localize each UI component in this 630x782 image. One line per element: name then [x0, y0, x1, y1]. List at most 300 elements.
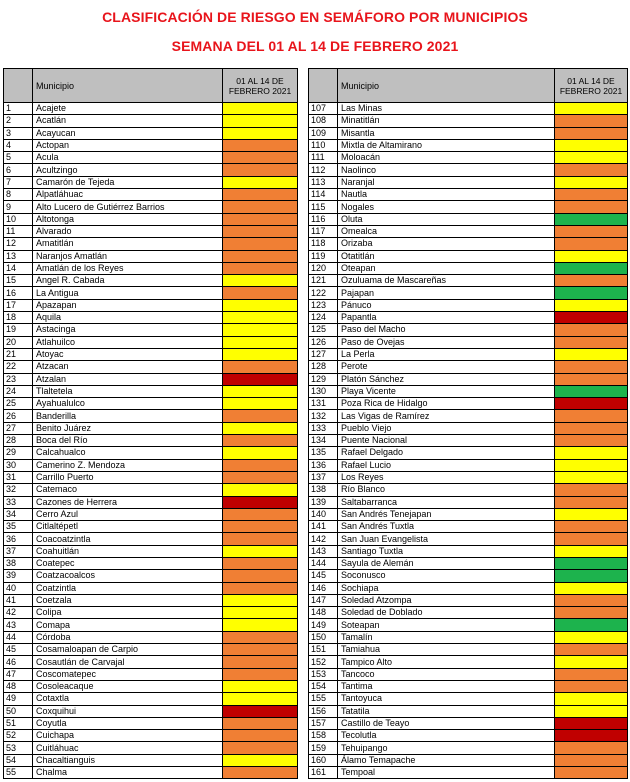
row-number: 117 [309, 225, 338, 237]
municipality-name: Soteapan [338, 619, 555, 631]
municipality-name: Soconusco [338, 570, 555, 582]
row-number: 10 [4, 213, 33, 225]
row-number: 12 [4, 238, 33, 250]
row-number: 153 [309, 668, 338, 680]
municipality-name: Chalma [33, 767, 223, 779]
row-number: 45 [4, 644, 33, 656]
table-row [4, 484, 298, 496]
row-number: 131 [309, 398, 338, 410]
row-number: 120 [309, 262, 338, 274]
municipality-name: Pueblo Viejo [338, 422, 555, 434]
table-row [309, 435, 628, 447]
table-row [4, 201, 298, 213]
table-row [4, 705, 298, 717]
row-number: 148 [309, 607, 338, 619]
risk-color-cell [223, 385, 298, 397]
row-number: 4 [4, 139, 33, 151]
table-row [309, 742, 628, 754]
table-row [309, 275, 628, 287]
table-row [309, 471, 628, 483]
risk-color-cell [223, 176, 298, 188]
municipality-name: Cotaxtla [33, 693, 223, 705]
municipality-name: Naranjal [338, 176, 555, 188]
row-number: 138 [309, 484, 338, 496]
risk-color-cell [223, 398, 298, 410]
risk-color-cell [555, 521, 628, 533]
row-number: 116 [309, 213, 338, 225]
risk-color-cell [555, 385, 628, 397]
municipality-name: Coacoatzintla [33, 533, 223, 545]
risk-color-cell [223, 594, 298, 606]
risk-color-cell [555, 717, 628, 729]
table-row [4, 496, 298, 508]
municipality-name: Pajapan [338, 287, 555, 299]
row-number: 2 [4, 115, 33, 127]
table-row [309, 225, 628, 237]
row-number: 50 [4, 705, 33, 717]
risk-color-cell [555, 201, 628, 213]
risk-color-cell [223, 742, 298, 754]
municipality-name: Cuitláhuac [33, 742, 223, 754]
municipality-name: Acajete [33, 103, 223, 115]
risk-color-cell [555, 238, 628, 250]
row-number: 119 [309, 250, 338, 262]
row-number: 20 [4, 336, 33, 348]
risk-color-cell [555, 742, 628, 754]
row-number: 1 [4, 103, 33, 115]
municipality-name: Atzalan [33, 373, 223, 385]
row-number: 124 [309, 312, 338, 324]
row-number: 40 [4, 582, 33, 594]
municipality-name: Acayucan [33, 127, 223, 139]
table-row [4, 619, 298, 631]
risk-color-cell [555, 299, 628, 311]
risk-color-cell [555, 361, 628, 373]
municipality-name: Poza Rica de Hidalgo [338, 398, 555, 410]
row-number: 22 [4, 361, 33, 373]
risk-color-cell [223, 287, 298, 299]
municipality-name: Playa Vicente [338, 385, 555, 397]
row-number: 136 [309, 459, 338, 471]
table-row [4, 275, 298, 287]
row-number: 125 [309, 324, 338, 336]
table-row [4, 176, 298, 188]
risk-color-cell [223, 373, 298, 385]
table-row [309, 557, 628, 569]
row-number: 6 [4, 164, 33, 176]
row-number: 155 [309, 693, 338, 705]
risk-color-cell [223, 693, 298, 705]
municipality-name: Chacaltianguis [33, 754, 223, 766]
row-number: 139 [309, 496, 338, 508]
table-row [309, 656, 628, 668]
municipality-name: Las Minas [338, 103, 555, 115]
row-number: 49 [4, 693, 33, 705]
risk-color-cell [223, 336, 298, 348]
risk-color-cell [555, 607, 628, 619]
table-row [309, 521, 628, 533]
risk-color-cell [555, 619, 628, 631]
table-row [309, 103, 628, 115]
table-row [4, 607, 298, 619]
risk-color-cell [223, 213, 298, 225]
table-row [309, 582, 628, 594]
municipality-name: Astacinga [33, 324, 223, 336]
municipality-name: Cosoleacaque [33, 680, 223, 692]
risk-color-cell [223, 189, 298, 201]
municipality-name: Puente Nacional [338, 435, 555, 447]
table-row [309, 115, 628, 127]
risk-color-cell [555, 213, 628, 225]
municipality-name: La Antigua [33, 287, 223, 299]
table-row [4, 361, 298, 373]
risk-color-cell [223, 582, 298, 594]
risk-color-cell [555, 557, 628, 569]
municipality-name: Amatlán de los Reyes [33, 262, 223, 274]
municipality-name: Catemaco [33, 484, 223, 496]
risk-color-cell [223, 705, 298, 717]
row-number: 16 [4, 287, 33, 299]
row-number: 51 [4, 717, 33, 729]
risk-color-cell [223, 767, 298, 779]
row-number: 42 [4, 607, 33, 619]
municipality-name: San Andrés Tuxtla [338, 521, 555, 533]
municipality-name: Mixtla de Altamirano [338, 139, 555, 151]
risk-color-cell [555, 594, 628, 606]
municipality-name: Coxquihui [33, 705, 223, 717]
risk-color-cell [223, 250, 298, 262]
municipality-name: Comapa [33, 619, 223, 631]
table-row [4, 139, 298, 151]
municipality-name: Moloacán [338, 152, 555, 164]
risk-color-cell [555, 705, 628, 717]
risk-color-cell [555, 767, 628, 779]
municipality-name: Tamalín [338, 631, 555, 643]
municipality-name: Coatepec [33, 557, 223, 569]
risk-color-cell [555, 139, 628, 151]
table-header-row [4, 69, 298, 103]
row-number: 144 [309, 557, 338, 569]
risk-color-cell [555, 176, 628, 188]
row-number: 157 [309, 717, 338, 729]
risk-color-cell [555, 287, 628, 299]
table-row [309, 619, 628, 631]
row-number: 140 [309, 508, 338, 520]
table-row [309, 164, 628, 176]
risk-color-cell [223, 570, 298, 582]
table-row [309, 213, 628, 225]
risk-color-cell [223, 631, 298, 643]
table-row [309, 422, 628, 434]
table-row [309, 594, 628, 606]
municipality-name: Apazapan [33, 299, 223, 311]
risk-color-cell [555, 250, 628, 262]
table-row [4, 225, 298, 237]
row-number: 121 [309, 275, 338, 287]
municipality-name: Saltabarranca [338, 496, 555, 508]
table-row [4, 742, 298, 754]
table-row [309, 717, 628, 729]
municipality-name: Tamiahua [338, 644, 555, 656]
risk-color-cell [223, 717, 298, 729]
municipality-name: Coahuitlán [33, 545, 223, 557]
row-number: 17 [4, 299, 33, 311]
table-row [309, 484, 628, 496]
table-row [309, 152, 628, 164]
municipality-name: Misantla [338, 127, 555, 139]
table-row [4, 644, 298, 656]
risk-color-cell [223, 115, 298, 127]
table-row [309, 287, 628, 299]
municipality-name: Tatatila [338, 705, 555, 717]
row-number: 112 [309, 164, 338, 176]
risk-color-cell [223, 754, 298, 766]
table-row [4, 557, 298, 569]
table-row [4, 656, 298, 668]
municipality-name: Orizaba [338, 238, 555, 250]
municipality-name: Angel R. Cabada [33, 275, 223, 287]
table-row [309, 238, 628, 250]
table-row [309, 398, 628, 410]
municipality-name: Coscomatepec [33, 668, 223, 680]
risk-color-cell [223, 668, 298, 680]
municipality-name: Ayahualulco [33, 398, 223, 410]
municipality-name: Aquila [33, 312, 223, 324]
number-header [309, 69, 338, 103]
row-number: 113 [309, 176, 338, 188]
risk-color-cell [555, 127, 628, 139]
municipality-name: Boca del Río [33, 435, 223, 447]
risk-color-cell [223, 656, 298, 668]
municipality-name: Amatitlán [33, 238, 223, 250]
risk-color-cell [223, 127, 298, 139]
table-row [4, 754, 298, 766]
municipality-name: Papantla [338, 312, 555, 324]
table-row [4, 422, 298, 434]
row-number: 134 [309, 435, 338, 447]
risk-color-cell [223, 422, 298, 434]
municipality-name: Tantima [338, 680, 555, 692]
municipality-name: Sayula de Alemán [338, 557, 555, 569]
municipality-name: Alpatláhuac [33, 189, 223, 201]
municipality-name: Naranjos Amatlán [33, 250, 223, 262]
row-number: 151 [309, 644, 338, 656]
municipality-name: La Perla [338, 348, 555, 360]
row-number: 111 [309, 152, 338, 164]
municipality-name: Las Vigas de Ramírez [338, 410, 555, 422]
risk-color-cell [555, 410, 628, 422]
risk-color-cell [555, 275, 628, 287]
risk-color-cell [223, 299, 298, 311]
municipality-header: Municipio [338, 69, 555, 103]
risk-color-cell [555, 373, 628, 385]
municipality-name: Coatzintla [33, 582, 223, 594]
row-number: 52 [4, 730, 33, 742]
municipality-name: Los Reyes [338, 471, 555, 483]
risk-color-cell [555, 225, 628, 237]
row-number: 31 [4, 471, 33, 483]
row-number: 21 [4, 348, 33, 360]
row-number: 161 [309, 767, 338, 779]
table-row [4, 348, 298, 360]
row-number: 28 [4, 435, 33, 447]
table-row [309, 754, 628, 766]
row-number: 135 [309, 447, 338, 459]
row-number: 14 [4, 262, 33, 274]
risk-color-cell [555, 189, 628, 201]
table-row [4, 680, 298, 692]
table-row [309, 607, 628, 619]
table-row [4, 324, 298, 336]
row-number: 143 [309, 545, 338, 557]
risk-color-cell [223, 545, 298, 557]
municipality-name: Tecolutla [338, 730, 555, 742]
risk-color-cell [223, 435, 298, 447]
table-row [309, 410, 628, 422]
risk-color-cell [223, 730, 298, 742]
table-row [309, 693, 628, 705]
row-number: 150 [309, 631, 338, 643]
municipality-name: Oteapan [338, 262, 555, 274]
table-row [4, 435, 298, 447]
table-row [309, 336, 628, 348]
row-number: 127 [309, 348, 338, 360]
risk-color-cell [555, 312, 628, 324]
row-number: 107 [309, 103, 338, 115]
row-number: 13 [4, 250, 33, 262]
row-number: 32 [4, 484, 33, 496]
row-number: 152 [309, 656, 338, 668]
row-number: 15 [4, 275, 33, 287]
risk-color-cell [223, 238, 298, 250]
municipality-name: Soledad de Doblado [338, 607, 555, 619]
row-number: 149 [309, 619, 338, 631]
municipality-name: Altotonga [33, 213, 223, 225]
risk-color-cell [555, 336, 628, 348]
row-number: 158 [309, 730, 338, 742]
municipality-name: Cerro Azul [33, 508, 223, 520]
table-row [4, 127, 298, 139]
table-row [309, 631, 628, 643]
risk-color-cell [223, 164, 298, 176]
table-row [4, 533, 298, 545]
risk-color-cell [555, 324, 628, 336]
risk-color-cell [555, 459, 628, 471]
table-row [4, 594, 298, 606]
municipality-name: Ozuluama de Mascareñas [338, 275, 555, 287]
municipality-name: Atoyac [33, 348, 223, 360]
risk-color-cell [223, 680, 298, 692]
row-number: 38 [4, 557, 33, 569]
municipality-name: Actopan [33, 139, 223, 151]
row-number: 147 [309, 594, 338, 606]
row-number: 129 [309, 373, 338, 385]
risk-color-cell [555, 656, 628, 668]
risk-color-cell [555, 348, 628, 360]
row-number: 11 [4, 225, 33, 237]
row-number: 3 [4, 127, 33, 139]
table-row [309, 508, 628, 520]
table-row [4, 385, 298, 397]
risk-color-cell [223, 447, 298, 459]
table-row [4, 410, 298, 422]
row-number: 108 [309, 115, 338, 127]
table-row [309, 312, 628, 324]
row-number: 133 [309, 422, 338, 434]
risk-color-cell [223, 484, 298, 496]
row-number: 47 [4, 668, 33, 680]
table-row [309, 385, 628, 397]
row-number: 29 [4, 447, 33, 459]
municipality-name: Tancoco [338, 668, 555, 680]
risk-color-cell [555, 582, 628, 594]
municipality-name: Cosamaloapan de Carpio [33, 644, 223, 656]
municipality-name: Omealca [338, 225, 555, 237]
table-row [309, 250, 628, 262]
municipality-name: Castillo de Teayo [338, 717, 555, 729]
risk-color-cell [223, 275, 298, 287]
document-subtitle: SEMANA DEL 01 AL 14 DE FEBRERO 2021 [171, 38, 459, 54]
municipality-name: Paso del Macho [338, 324, 555, 336]
table-row [309, 705, 628, 717]
row-number: 41 [4, 594, 33, 606]
table-row [309, 262, 628, 274]
risk-color-cell [555, 484, 628, 496]
table-row [4, 262, 298, 274]
municipality-name: Benito Juárez [33, 422, 223, 434]
table-row [4, 336, 298, 348]
table-row [4, 398, 298, 410]
municipality-name: Perote [338, 361, 555, 373]
table-row [309, 189, 628, 201]
risk-color-cell [555, 754, 628, 766]
table-row [4, 767, 298, 779]
table-row [309, 570, 628, 582]
risk-table-left [3, 68, 298, 779]
table-row [4, 189, 298, 201]
municipality-header: Municipio [33, 69, 223, 103]
municipality-name: Álamo Temapache [338, 754, 555, 766]
table-row [309, 545, 628, 557]
row-number: 159 [309, 742, 338, 754]
risk-color-cell [223, 471, 298, 483]
period-header: 01 AL 14 DE FEBRERO 2021 [555, 69, 628, 103]
risk-color-cell [555, 398, 628, 410]
risk-color-cell [223, 348, 298, 360]
municipality-name: Atzacan [33, 361, 223, 373]
municipality-name: Acultzingo [33, 164, 223, 176]
table-row [4, 299, 298, 311]
table-row [4, 312, 298, 324]
row-number: 23 [4, 373, 33, 385]
municipality-name: Platón Sánchez [338, 373, 555, 385]
row-number: 18 [4, 312, 33, 324]
table-row [4, 250, 298, 262]
municipality-name: Tlaltetela [33, 385, 223, 397]
risk-color-cell [555, 115, 628, 127]
municipality-name: Otatitlán [338, 250, 555, 262]
table-row [4, 631, 298, 643]
table-row [4, 287, 298, 299]
table-row [4, 164, 298, 176]
row-number: 33 [4, 496, 33, 508]
table-row [309, 324, 628, 336]
row-number: 8 [4, 189, 33, 201]
risk-color-cell [555, 545, 628, 557]
risk-color-cell [223, 644, 298, 656]
table-row [4, 115, 298, 127]
row-number: 154 [309, 680, 338, 692]
